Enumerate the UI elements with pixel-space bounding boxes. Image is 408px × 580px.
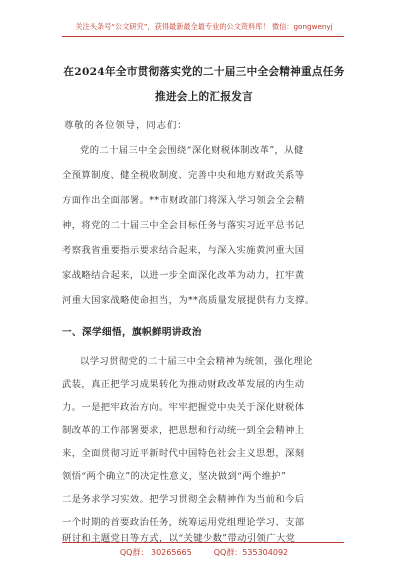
- section-paragraph-line: 以学习贯彻党的二十届三中全会精神为统领，强化理论: [80, 356, 313, 367]
- header-divider: [62, 36, 344, 37]
- salutation: 尊敬的各位领导，同志们：: [64, 120, 188, 131]
- intro-paragraph-line: 神，将党的二十届三中全会目标任务与落实习近平总书记: [62, 220, 305, 231]
- intro-paragraph-line: 河重大国家战略使命担当，为**高质量发展提供有力支撑。: [62, 295, 315, 306]
- section-paragraph-line: 二是务求学习实效。把学习贯彻全会精神作为当前和今后: [62, 494, 305, 505]
- section-heading: 一、深学细悟，旗帜鲜明讲政治: [62, 327, 202, 338]
- intro-paragraph-line: 全预算制度、健全税收制度、完善中央和地方财政关系等: [62, 170, 305, 181]
- footer-qq-group-2: QQ群：535304092: [213, 548, 289, 557]
- document-title-line-1: 在2024年全市贯彻落实党的二十届三中全会精神重点任务: [63, 66, 345, 78]
- section-paragraph-line: 领悟“两个确立”的决定性意义，坚决做到“两个维护”: [62, 471, 287, 482]
- section-paragraph-line: 武装，真正把学习成果转化为推动财政改革发展的内生动: [62, 379, 305, 390]
- header-banner: 关注头条号“公文研究”，获得最新最全最专业的公文资料库！ 微信：gongwenyj: [75, 22, 333, 31]
- footer-contact: [0, 547, 408, 558]
- document-title-line-2: 推进会上的汇报发言: [154, 91, 254, 103]
- section-paragraph-line: 一个时期的首要政治任务，统筹运用党组理论学习、支部: [62, 517, 305, 528]
- section-paragraph-line: 研讨和主题党日等方式，以“关键少数”带动引领广大党: [62, 533, 296, 544]
- intro-paragraph-line: 党的二十届三中全会围绕“深化财税体制改革”，从健: [80, 145, 304, 156]
- intro-paragraph-line: 家战略结合起来，以进一步全面深化改革为动力，扛牢黄: [62, 270, 305, 281]
- section-paragraph-line: 力。一是把牢政治方向。牢牢把握党中央关于深化财税体: [62, 402, 305, 413]
- footer-divider: [62, 542, 344, 543]
- intro-paragraph-line: 考察我省重要指示要求结合起来，与深入实施黄河重大国: [62, 245, 305, 256]
- section-paragraph-line: 制改革的工作部署要求，把思想和行动统一到全会精神上: [62, 425, 305, 436]
- section-paragraph-line: 来，全面贯彻习近平新时代中国特色社会主义思想，深刻: [62, 448, 305, 459]
- footer-qq-group-1: QQ群： 30265665: [119, 548, 192, 557]
- intro-paragraph-line: 方面作出全面部署。**市财政部门将深入学习领会全会精: [62, 195, 305, 206]
